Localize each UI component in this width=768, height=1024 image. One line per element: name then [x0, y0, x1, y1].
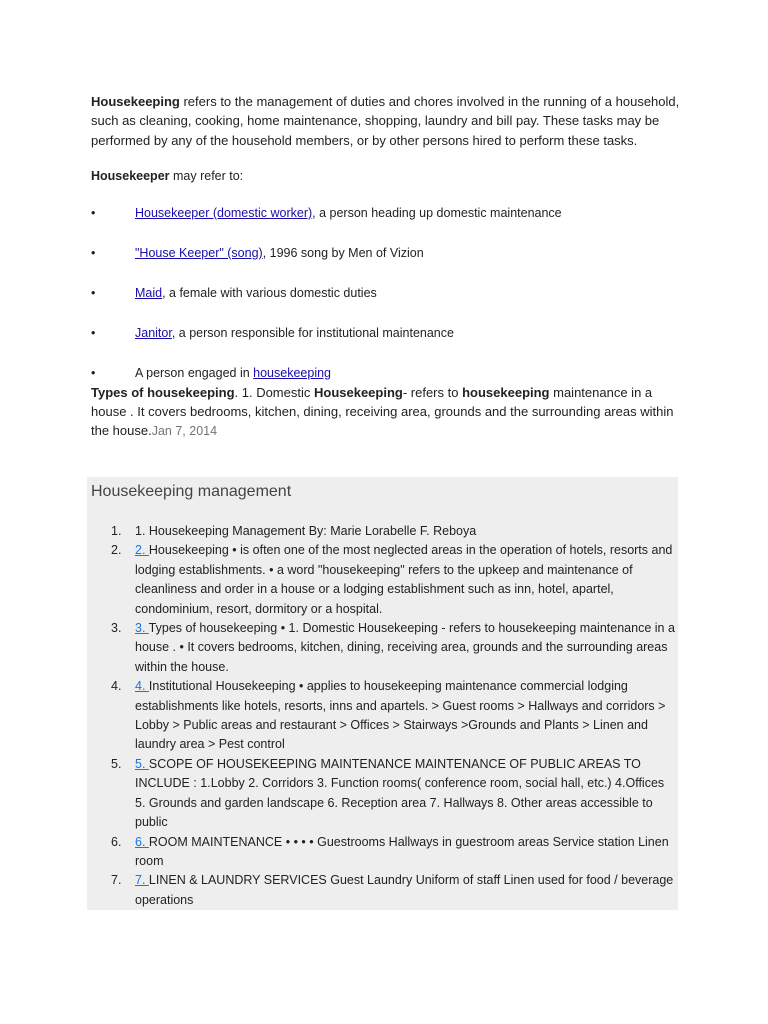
reference-list	[91, 204, 681, 383]
list-item-text: , a female with various domestic duties	[162, 285, 377, 300]
slide-link-3[interactable]: 3.	[135, 621, 149, 636]
slide-link-7[interactable]: 7.	[135, 873, 149, 888]
list-item	[87, 619, 678, 677]
types-text: . 1. Domestic	[234, 384, 314, 400]
list-item	[87, 522, 678, 541]
item-text: Housekeeping • is often one of the most neglected areas in the operation of hotels, resorts and lodging establishments. • a word "housekeeping" refers to the upkeep and maintenance of cleanliness and order in a house or a lodging establishment such as inn, hotel, apartel, condominium, resort, dormitory or a hospital.	[135, 543, 673, 616]
item-number: 2.	[111, 543, 122, 558]
item-text: Types of housekeeping • 1. Domestic Housekeeping - refers to housekeeping maintenance in a house . • It covers bedrooms, kitchen, dining, receiving area, grounds and the surrounding areas within the house.	[135, 621, 675, 674]
housekeeping-management-panel	[87, 477, 678, 910]
item-text: ROOM MAINTENANCE • • • • Guestrooms Hallways in guestroom areas Service station Linen room	[135, 834, 669, 868]
bullet: •	[91, 365, 96, 380]
bullet: •	[91, 325, 96, 340]
slide-link-6[interactable]: 6.	[135, 834, 149, 849]
list-item	[91, 324, 681, 343]
slide-list	[87, 522, 678, 910]
list-item-text: A person engaged in	[135, 365, 254, 380]
panel-title: Housekeeping management	[91, 483, 292, 500]
list-item	[87, 541, 678, 619]
item-number: 4.	[111, 679, 122, 694]
item-text: Institutional Housekeeping • applies to housekeeping maintenance commercial lodging establishments like hotels, resorts, inns and apartels. > Guest rooms > Hallways and corridors > Lobby > Public areas and restaurant > Offices > Stairways >Grounds and Plants > Linen and laundry area > Pest control	[135, 679, 666, 752]
slide-link-4[interactable]: 4.	[135, 679, 149, 694]
item-number: 3.	[111, 621, 122, 636]
types-term: housekeeping	[462, 384, 550, 400]
bullet: •	[91, 205, 96, 220]
list-item	[91, 284, 681, 303]
list-item-text: , a person heading up domestic maintenance	[312, 205, 562, 220]
types-term: Housekeeping	[313, 384, 403, 400]
link-maid[interactable]: Maid	[135, 285, 163, 300]
types-term: Types of housekeeping	[91, 384, 235, 400]
types-paragraph	[91, 383, 681, 442]
slide-link-5[interactable]: 5.	[135, 756, 149, 771]
intro-paragraph	[91, 92, 681, 150]
link-house-keeper-song[interactable]: "House Keeper" (song)	[135, 245, 263, 260]
refer-term: Housekeeper	[91, 168, 170, 183]
intro-term: Housekeeping	[91, 94, 180, 109]
item-number: 6.	[111, 834, 122, 849]
list-item	[87, 871, 678, 910]
list-item	[87, 677, 678, 755]
link-janitor[interactable]: Janitor	[135, 325, 172, 340]
list-item	[91, 204, 681, 223]
refer-text: may refer to:	[169, 168, 244, 183]
item-text: LINEN & LAUNDRY SERVICES Guest Laundry Uniform of staff Linen used for food / beverage operations	[135, 873, 674, 907]
types-text: maintenance in a house . It covers bedrooms, kitchen, dining, receiving area, grounds and the surrounding areas within the house.	[91, 384, 674, 439]
document-body	[91, 92, 681, 442]
link-housekeeping[interactable]: housekeeping	[253, 365, 332, 380]
list-item	[91, 364, 681, 383]
list-item-text: , a person responsible for institutional maintenance	[171, 325, 454, 340]
slide-link-2[interactable]: 2.	[135, 543, 149, 558]
link-housekeeper-domestic-worker[interactable]: Housekeeper (domestic worker)	[135, 205, 313, 220]
item-text: 1. Housekeeping Management By: Marie Lorabelle F. Reboya	[135, 524, 477, 538]
item-text: SCOPE OF HOUSEKEEPING MAINTENANCE MAINTENANCE OF PUBLIC AREAS TO INCLUDE : 1.Lobby 2. Corridors 3. Function rooms( conference room, social hall, etc.) 4.Offices 5. Grounds and garden landscape 6. Reception area 7. Hallways 8. Other areas accessible to public	[135, 756, 665, 830]
item-number: 7.	[111, 873, 122, 888]
bullet: •	[91, 245, 96, 260]
date-label: Jan 7, 2014	[151, 424, 218, 439]
list-item	[91, 244, 681, 263]
refer-line	[91, 167, 681, 186]
bullet: •	[91, 285, 96, 300]
item-number: 5.	[111, 756, 122, 771]
intro-text: refers to the management of duties and chores involved in the running of a household, such as cleaning, cooking, home maintenance, shopping, laundry and bill pay. These tasks may be performed by any of the household members, or by other persons hired to perform these tasks.	[91, 94, 680, 148]
list-item	[87, 755, 678, 833]
types-text: - refers to	[402, 384, 463, 400]
item-number: 1.	[111, 524, 122, 538]
list-item-text: , 1996 song by Men of Vizion	[262, 245, 424, 260]
list-item	[87, 833, 678, 872]
